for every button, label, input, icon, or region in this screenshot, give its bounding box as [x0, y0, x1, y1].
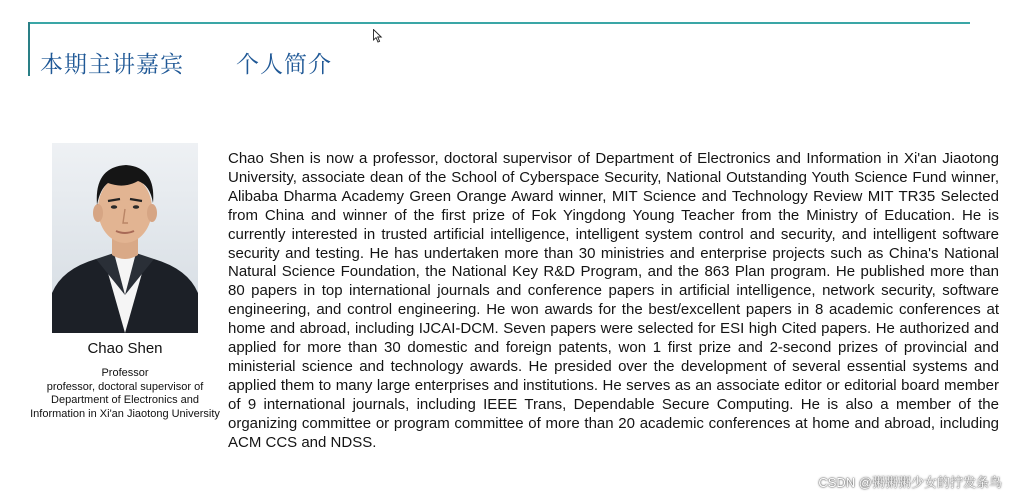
speaker-photo: [52, 143, 198, 333]
watermark: CSDN @粥粥粥少女的拧发条鸟: [818, 475, 1002, 490]
speaker-name: Chao Shen: [87, 340, 163, 357]
title-guest-speaker: 本期主讲嘉宾: [40, 52, 184, 78]
speaker-title: [30, 367, 220, 421]
mouse-cursor-icon: [373, 29, 383, 43]
header-left-rule: [28, 22, 30, 76]
portrait-icon: [52, 143, 198, 333]
header-top-rule: [28, 22, 970, 24]
title-profile: 个人简介: [236, 52, 332, 78]
speaker-rank: Professor: [101, 367, 149, 379]
speaker-bio: Chao Shen is now a professor, doctoral supervisor of Department of Electronics and Information in Xi'an Jiaotong University, associate dean of the School of Cyberspace Security, National Outstanding Youth Science Fund winner, Alibaba Dharma Academy Green Orange Award winner, MIT Science and Technology Review MIT TR35 Selected from China and winner of the first prize of Fok Yingdong Young Teacher from the Ministry of Education. He is currently interested in trusted artificial intelligence, intelligent system control and security, and intelligent software security and testing. He has undertaken more than 30 ministries and enterprise projects such as China's National Natural Science Foundation, the National Key R&D Program, and the 863 Plan program. He published more than 80 papers in top international journals and conference papers in artificial intelligence, network security, software engineering, and control engineering. He won awards for the best/excellent papers in 8 academic conferences at home and abroad, including IJCAI-DCM. Seven papers were selected for ESI high Cited papers. He authorized and applied for more than 30 domestic and foreign patents, won 1 first prize and 2-second prizes of provincial and ministerial science and technology awards. He presided over the development of several essential systems and applied them to many large enterprises and institutions. He serves as an associate editor or editorial board member of 9 international journals, including IEEE Trans, Dependable Secure Computing. He is also a member of the organizing committee or program committee of more than 20 academic conferences at home and abroad, including ACM CCS and NDSS.: [228, 150, 999, 451]
speaker-affiliation: professor, doctoral supervisor of Department of Electronics and Information in Xi'an Jiaotong University: [30, 380, 220, 420]
page-title: [40, 46, 332, 79]
